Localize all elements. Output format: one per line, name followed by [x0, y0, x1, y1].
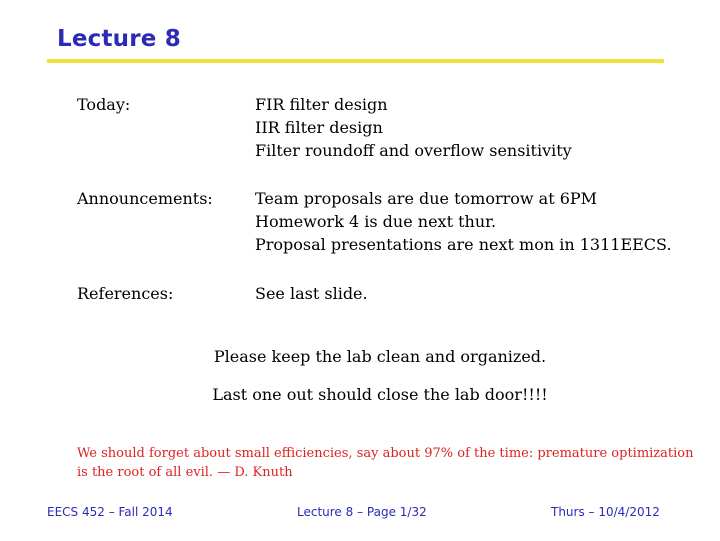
today-item: FIR filter design: [255, 95, 388, 114]
references-list: [255, 282, 368, 305]
lab-notice-clean: Please keep the lab clean and organized.: [213, 347, 547, 366]
announcement-item: Proposal presentations are next mon in 1311EECS.: [255, 235, 672, 254]
today-item: Filter roundoff and overflow sensitivity: [255, 141, 572, 160]
slide-title: Lecture 8: [57, 26, 182, 52]
today-label: Today:: [77, 95, 131, 114]
lab-notice-door: Last one out should close the lab door!!!!: [212, 385, 548, 404]
announcement-item: Team proposals are due tomorrow at 6PM: [255, 189, 598, 208]
references-label: References:: [77, 284, 174, 303]
footer-page: Lecture 8 – Page 1/32: [297, 505, 427, 519]
title-underline: [47, 59, 664, 63]
announcements-list: [255, 187, 672, 256]
announcements-label: Announcements:: [77, 189, 213, 208]
today-list: [255, 93, 572, 162]
footer-course: EECS 452 – Fall 2014: [47, 505, 173, 519]
announcement-item: Homework 4 is due next thur.: [255, 212, 497, 231]
footer-date: Thurs – 10/4/2012: [551, 505, 660, 519]
reference-item: See last slide.: [255, 284, 368, 303]
today-item: IIR filter design: [255, 118, 383, 137]
knuth-quote: We should forget about small efficiencies, say about 97% of the time: premature optimization is the root of all evil. — D. Knuth: [77, 446, 694, 480]
